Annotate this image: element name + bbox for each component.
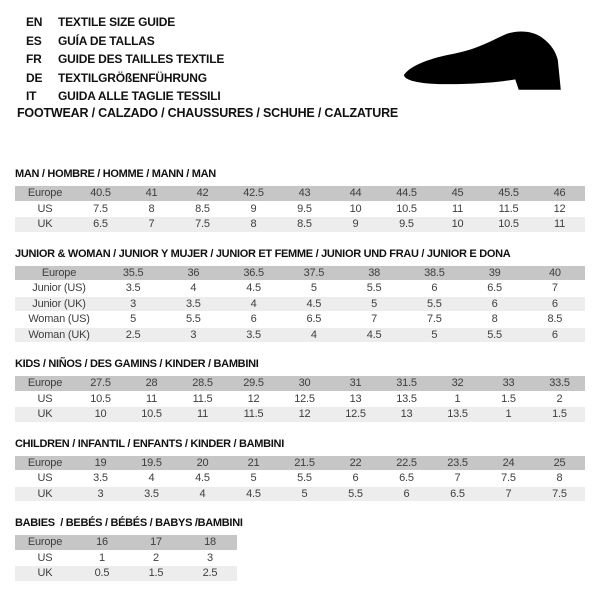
table-row	[15, 312, 585, 328]
size-cell: 7	[483, 487, 534, 503]
section-title: CHILDREN / INFANTIL / ENFANTS / KINDER / BAMBINI	[15, 437, 284, 450]
language-label: GUIDE DES TAILLES TEXTILE	[58, 52, 225, 67]
row-label: US	[15, 551, 75, 567]
size-table	[15, 376, 585, 423]
size-cell: 21	[228, 456, 279, 472]
size-cell: 5.5	[163, 312, 223, 328]
size-cell: 28	[126, 376, 177, 392]
size-cell: 1	[483, 407, 534, 423]
language-row	[26, 50, 224, 69]
size-cell: 11.5	[177, 392, 228, 408]
language-code: FR	[26, 52, 42, 67]
category-line: FOOTWEAR / CALZADO / CHAUSSURES / SCHUHE / CALZATURE	[17, 106, 399, 120]
table-row	[15, 551, 237, 567]
row-label: Europe	[15, 266, 103, 282]
size-cell: 44.5	[381, 186, 432, 202]
row-label: Junior (US)	[15, 281, 103, 297]
size-cell: 4.5	[344, 328, 404, 344]
table-row	[15, 281, 585, 297]
size-cell: 5	[404, 328, 464, 344]
row-label: Junior (UK)	[15, 297, 103, 313]
size-cell: 3.5	[163, 297, 223, 313]
size-cell: 11.5	[228, 407, 279, 423]
size-cell: 18	[183, 535, 237, 551]
size-cell: 39	[465, 266, 525, 282]
size-cell: 7.5	[483, 471, 534, 487]
size-cell: 41	[126, 186, 177, 202]
size-cell: 43	[279, 186, 330, 202]
section-title: KIDS / NIÑOS / DES GAMINS / KINDER / BAMBINI	[15, 358, 259, 370]
size-cell: 16	[75, 535, 129, 551]
size-table	[15, 186, 585, 233]
size-cell: 10.5	[75, 392, 126, 408]
row-label: UK	[15, 217, 75, 233]
size-cell: 5.5	[344, 281, 404, 297]
size-cell: 27.5	[75, 376, 126, 392]
size-cell: 40	[525, 266, 585, 282]
language-code: IT	[26, 89, 37, 104]
size-cell: 44	[330, 186, 381, 202]
size-cell: 6	[381, 487, 432, 503]
language-row	[26, 13, 224, 32]
size-cell: 6.5	[432, 487, 483, 503]
size-section	[15, 248, 585, 344]
size-cell: 1	[432, 392, 483, 408]
row-label: US	[15, 392, 75, 408]
size-cell: 42.5	[228, 186, 279, 202]
row-label: UK	[15, 566, 75, 582]
size-cell: 8	[228, 217, 279, 233]
language-label: TEXTILE SIZE GUIDE	[58, 15, 176, 30]
table-row	[15, 186, 585, 202]
size-cell: 31	[330, 376, 381, 392]
size-cell: 38	[344, 266, 404, 282]
size-cell: 11	[126, 392, 177, 408]
size-cell: 45.5	[483, 186, 534, 202]
size-cell: 8.5	[177, 202, 228, 218]
row-label: Woman (US)	[15, 312, 103, 328]
size-cell: 6	[525, 328, 585, 344]
size-cell: 13	[330, 392, 381, 408]
size-section	[15, 358, 585, 423]
size-cell: 7	[344, 312, 404, 328]
size-cell: 6.5	[381, 471, 432, 487]
section-title: JUNIOR & WOMAN / JUNIOR Y MUJER / JUNIOR ET FEMME / JUNIOR UND FRAU / JUNIOR E DONA	[15, 247, 511, 260]
size-cell: 4.5	[284, 297, 344, 313]
size-cell: 19	[75, 456, 126, 472]
table-row	[15, 376, 585, 392]
size-cell: 4	[224, 297, 284, 313]
size-cell: 5	[279, 487, 330, 503]
size-cell: 40.5	[75, 186, 126, 202]
size-cell: 8	[465, 312, 525, 328]
size-cell: 6	[525, 297, 585, 313]
size-cell: 9.5	[381, 217, 432, 233]
size-cell: 2.5	[103, 328, 163, 344]
size-cell: 10	[432, 217, 483, 233]
section-title: BABIES / BEBÉS / BÉBÉS / BABYS /BAMBINI	[15, 517, 243, 529]
table-row	[15, 456, 585, 472]
row-label: Europe	[15, 535, 75, 551]
table-row	[15, 535, 237, 551]
size-cell: 33	[483, 376, 534, 392]
size-cell: 10.5	[483, 217, 534, 233]
language-row	[26, 69, 224, 88]
size-cell: 28.5	[177, 376, 228, 392]
table-row	[15, 202, 585, 218]
row-label: US	[15, 202, 75, 218]
table-row	[15, 407, 585, 423]
size-cell: 4	[163, 281, 223, 297]
size-cell: 29.5	[228, 376, 279, 392]
size-cell: 42	[177, 186, 228, 202]
size-cell: 7	[525, 281, 585, 297]
table-row	[15, 487, 585, 503]
size-cell: 10.5	[381, 202, 432, 218]
size-cell: 6.5	[465, 281, 525, 297]
size-cell: 13	[381, 407, 432, 423]
row-label: Europe	[15, 186, 75, 202]
size-cell: 6.5	[75, 217, 126, 233]
table-row	[15, 217, 585, 233]
size-cell: 1	[75, 551, 129, 567]
size-cell: 45	[432, 186, 483, 202]
size-cell: 3	[183, 551, 237, 567]
size-cell: 17	[129, 535, 183, 551]
section-title: MAN / HOMBRE / HOMME / MANN / MAN	[15, 168, 216, 180]
size-cell: 5	[103, 312, 163, 328]
size-cell: 3	[75, 487, 126, 503]
dress-shoe-icon	[399, 30, 587, 94]
row-label: UK	[15, 487, 75, 503]
size-cell: 12.5	[279, 392, 330, 408]
size-table	[15, 266, 585, 344]
size-cell: 7	[432, 471, 483, 487]
size-cell: 31.5	[381, 376, 432, 392]
size-cell: 7.5	[177, 217, 228, 233]
size-cell: 3.5	[224, 328, 284, 344]
size-cell: 4	[284, 328, 344, 344]
size-cell: 13.5	[432, 407, 483, 423]
size-cell: 6	[465, 297, 525, 313]
size-cell: 4.5	[177, 471, 228, 487]
size-cell: 32	[432, 376, 483, 392]
size-cell: 9	[228, 202, 279, 218]
size-cell: 10	[330, 202, 381, 218]
table-row	[15, 392, 585, 408]
size-cell: 5.5	[465, 328, 525, 344]
size-table	[15, 535, 237, 582]
row-label: Europe	[15, 456, 75, 472]
table-row	[15, 297, 585, 313]
size-cell: 36.5	[224, 266, 284, 282]
size-cell: 5	[344, 297, 404, 313]
size-cell: 8	[126, 202, 177, 218]
size-cell: 38.5	[404, 266, 464, 282]
table-row	[15, 266, 585, 282]
size-cell: 2.5	[183, 566, 237, 582]
size-cell: 5.5	[404, 297, 464, 313]
row-label: US	[15, 471, 75, 487]
size-cell: 22.5	[381, 456, 432, 472]
size-cell: 9	[330, 217, 381, 233]
size-cell: 3.5	[103, 281, 163, 297]
language-code: EN	[26, 15, 43, 30]
language-code: ES	[26, 33, 42, 48]
size-cell: 3.5	[126, 487, 177, 503]
size-cell: 2	[534, 392, 585, 408]
size-cell: 11.5	[483, 202, 534, 218]
size-cell: 6	[224, 312, 284, 328]
size-cell: 10.5	[126, 407, 177, 423]
size-cell: 30	[279, 376, 330, 392]
size-section	[15, 168, 585, 233]
size-cell: 4.5	[224, 281, 284, 297]
size-cell: 1.5	[129, 566, 183, 582]
size-cell: 7.5	[534, 487, 585, 503]
language-row	[26, 32, 224, 51]
size-cell: 8	[534, 471, 585, 487]
size-cell: 24	[483, 456, 534, 472]
size-cell: 12	[228, 392, 279, 408]
size-tables	[15, 168, 585, 582]
size-cell: 12.5	[330, 407, 381, 423]
size-cell: 5	[228, 471, 279, 487]
size-cell: 3	[163, 328, 223, 344]
size-section	[15, 517, 585, 582]
row-label: UK	[15, 407, 75, 423]
size-cell: 6	[404, 281, 464, 297]
size-cell: 11	[177, 407, 228, 423]
size-cell: 19.5	[126, 456, 177, 472]
size-cell: 23.5	[432, 456, 483, 472]
size-cell: 7.5	[75, 202, 126, 218]
size-cell: 6.5	[284, 312, 344, 328]
size-cell: 12	[279, 407, 330, 423]
size-table	[15, 456, 585, 503]
language-code: DE	[26, 70, 43, 85]
size-cell: 37.5	[284, 266, 344, 282]
size-cell: 1.5	[483, 392, 534, 408]
size-cell: 46	[534, 186, 585, 202]
size-cell: 20	[177, 456, 228, 472]
size-cell: 9.5	[279, 202, 330, 218]
size-cell: 4.5	[228, 487, 279, 503]
size-cell: 7.5	[404, 312, 464, 328]
size-cell: 5.5	[330, 487, 381, 503]
size-cell: 11	[432, 202, 483, 218]
size-cell: 10	[75, 407, 126, 423]
size-cell: 4	[126, 471, 177, 487]
size-cell: 1.5	[534, 407, 585, 423]
size-cell: 12	[534, 202, 585, 218]
size-cell: 2	[129, 551, 183, 567]
size-cell: 7	[126, 217, 177, 233]
size-cell: 3	[103, 297, 163, 313]
size-cell: 13.5	[381, 392, 432, 408]
language-label: GUIDA ALLE TAGLIE TESSILI	[58, 89, 221, 104]
size-cell: 6	[330, 471, 381, 487]
language-label: GUÍA DE TALLAS	[58, 33, 155, 48]
size-cell: 4	[177, 487, 228, 503]
table-row	[15, 566, 237, 582]
language-list	[26, 13, 224, 106]
size-cell: 0.5	[75, 566, 129, 582]
size-cell: 21.5	[279, 456, 330, 472]
language-label: TEXTILGRÖßENFÜHRUNG	[58, 70, 207, 85]
size-cell: 8.5	[279, 217, 330, 233]
table-row	[15, 328, 585, 344]
size-cell: 11	[534, 217, 585, 233]
row-label: Woman (UK)	[15, 328, 103, 344]
size-section	[15, 438, 585, 503]
size-cell: 33.5	[534, 376, 585, 392]
size-cell: 35.5	[103, 266, 163, 282]
size-cell: 25	[534, 456, 585, 472]
size-cell: 36	[163, 266, 223, 282]
size-cell: 3.5	[75, 471, 126, 487]
size-cell: 5	[284, 281, 344, 297]
size-cell: 5.5	[279, 471, 330, 487]
size-cell: 22	[330, 456, 381, 472]
size-cell: 8.5	[525, 312, 585, 328]
table-row	[15, 471, 585, 487]
language-row	[26, 87, 224, 106]
row-label: Europe	[15, 376, 75, 392]
